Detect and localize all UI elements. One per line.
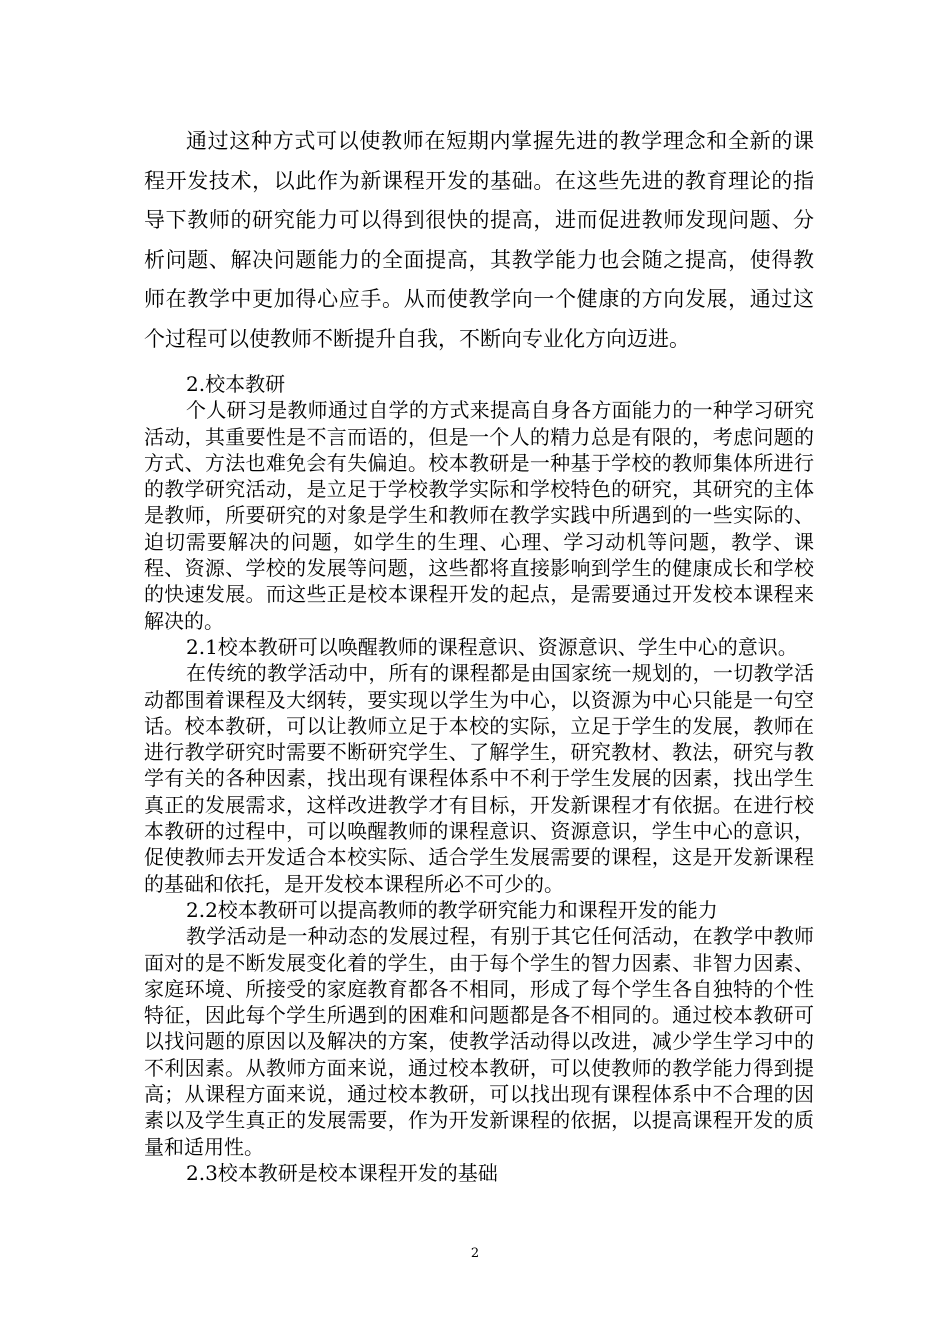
paragraph-intro: 通过这种方式可以使教师在短期内掌握先进的教学理念和全新的课程开发技术，以此作为新课程开发的基础。在这些先进的教育理论的指导下教师的研究能力可以得到很快的提高，进而促进教师发现问题、分析问题、解决问题能力的全面提高，其教学能力也会随之提高，使得教师在教学中更加得心应手。从而使教学向一个健康的方向发展，通过这个过程可以使教师不断提升自我，不断向专业化方向迈进。 — [144, 129, 814, 351]
page-number: 2 — [470, 1246, 480, 1261]
section-heading-2: 2.校本教研 — [186, 372, 286, 396]
paragraph-dynamic-process: 教学活动是一种动态的发展过程，有别于其它任何活动，在教学中教师面对的是不断发展变化着的学生，由于每个学生的智力因素、非智力因素、家庭环境、所接受的家庭教育都各不相同，形成了每个学生各自独特的个性特征，因此每个学生所遇到的困难和问题都是各不相同的。通过校本教研可以找问题的原因以及解决的方案，使教学活动得以改进，减少学生学习中的不利因素。从教师方面来说，通过校本教研，可以使教师的教学能力得到提高；从课程方面来说，通过校本教研，可以找出现有课程体系中不合理的因素以及学生真正的发展需要，作为开发新课程的依据，以提高课程开发的质量和适用性。 — [144, 924, 814, 1159]
document-body — [144, 122, 814, 1186]
subheading-2-1: 2.1校本教研可以唤醒教师的课程意识、资源意识、学生中心的意识。 — [186, 634, 798, 659]
paragraph-traditional-teaching: 在传统的教学活动中，所有的课程都是由国家统一规划的，一切教学活动都围着课程及大纲转，要实现以学生为中心，以资源为中心只能是一句空话。校本教研，可以让教师立足于本校的实际，立足于学生的发展，教师在进行教学研究时需要不断研究学生、了解学生，研究教材、教法，研究与教学有关的各种因素，找出现有课程体系中不利于学生发展的因素，找出学生真正的发展需求，这样改进教学才有目标，开发新课程才有依据。在进行校本教研的过程中，可以唤醒教师的课程意识、资源意识，学生中心的意识，促使教师去开发适合本校实际、适合学生发展需要的课程，这是开发新课程的基础和依托，是开发校本课程所必不可少的。 — [144, 661, 814, 896]
paragraph-school-research: 个人研习是教师通过自学的方式来提高自身各方面能力的一种学习研究活动，其重要性是不言而语的，但是一个人的精力总是有限的，考虑问题的方式、方法也难免会有失偏迫。校本教研是一种基于学校的教师集体所进行的教学研究活动，是立足于学校教学实际和学校特色的研究，其研究的主体是教师，所要研究的对象是学生和教师在教学实践中所遇到的一些实际的、迫切需要解决的问题，如学生的生理、心理、学习动机等问题，教学、课程、资源、学校的发展等问题，这些都将直接影响到学生的健康成长和学校的快速发展。而这些正是校本课程开发的起点，是需要通过开发校本课程来解决的。 — [144, 398, 814, 633]
paragraph-gap — [144, 359, 814, 371]
subheading-2-3: 2.3校本教研是校本课程开发的基础 — [186, 1160, 498, 1185]
subheading-2-2: 2.2校本教研可以提高教师的教学研究能力和课程开发的能力 — [186, 897, 718, 922]
